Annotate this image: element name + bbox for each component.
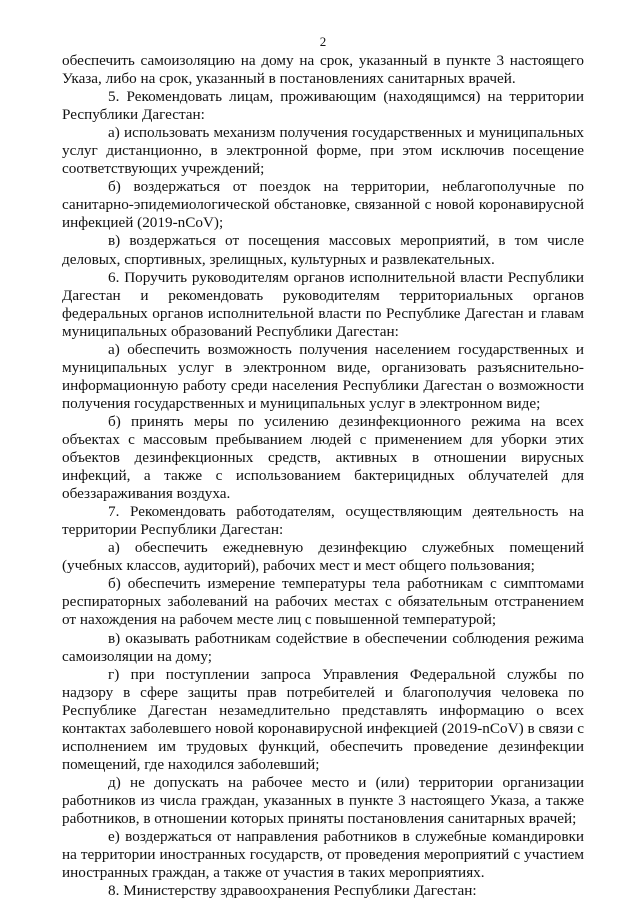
paragraph: а) использовать механизм получения государственных и муниципальных услуг дистанционно, в электронной форме, при этом исключив посещение соответствующих учреждений;: [62, 124, 584, 178]
paragraph: 8. Министерству здравоохранения Республики Дагестан:: [108, 882, 477, 900]
document-body: [62, 52, 584, 900]
paragraph: б) принять меры по усилению дезинфекционного режима на всех объектах с массовым пребыванием людей с применением для уборки этих объектов дезинфекционных средств, активных в отношении вирусных инфекций, а также с использованием бактерицидных облучателей для обеззараживания воздуха.: [62, 412, 584, 503]
paragraph: б) обеспечить измерение температуры тела работникам с симптомами респираторных заболеваний на рабочих местах с обязательным отстранением от нахождения на рабочем месте лиц с повышенной температурой;: [62, 575, 584, 629]
paragraph: 5. Рекомендовать лицам, проживающим (находящимся) на территории Республики Дагестан:: [62, 88, 584, 124]
paragraph: а) обеспечить ежедневную дезинфекцию служебных помещений (учебных классов, аудиторий), рабочих мест и мест общего пользования;: [62, 539, 584, 575]
paragraph: в) оказывать работникам содействие в обеспечении соблюдения режима самоизоляции на дому;: [62, 629, 584, 665]
paragraph: г) при поступлении запроса Управления Федеральной службы по надзору в сфере защиты прав потребителей и благополучия человека по Республике Дагестан незамедлительно представлять информацию о всех контактах заболевшего новой коронавирусной инфекцией (2019-nCoV) в связи с исполнением им трудовых функций, обеспечить проведение дезинфекции помещений, где находился заболевший;: [62, 665, 584, 773]
paragraph: е) воздержаться от направления работников в служебные командировки на территории иностранных государств, от проведения мероприятий с участием иностранных граждан, а также от участия в таких мероприятиях.: [62, 828, 584, 882]
paragraph: а) обеспечить возможность получения населением государственных и муниципальных услуг в электронном виде, организовать разъяснительно-информационную работу среди населения Республики Дагестан о возможности получения государственных и муниципальных услуг в электронном виде;: [62, 340, 584, 412]
paragraph: д) не допускать на рабочее место и (или) территории организации работников из числа граждан, указанных в пункте 3 настоящего Указа, а также работников, в отношении которых приняты постановления санитарных врачей;: [62, 773, 584, 827]
paragraph: 7. Рекомендовать работодателям, осуществляющим деятельность на территории Республики Дагестан:: [62, 503, 584, 539]
paragraph: обеспечить самоизоляцию на дому на срок, указанный в пункте 3 настоящего Указа, либо на срок, указанный в постановлениях санитарных врачей.: [62, 52, 584, 88]
page-number: 2: [319, 34, 327, 49]
paragraph: б) воздержаться от поездок на территории, неблагополучные по санитарно-эпидемиологической обстановке, связанной с новой коронавирусной инфекцией (2019-nCoV);: [62, 178, 584, 232]
paragraph: в) воздержаться от посещения массовых мероприятий, в том числе деловых, спортивных, зрелищных, культурных и развлекательных.: [62, 232, 584, 268]
paragraph: 6. Поручить руководителям органов исполнительной власти Республики Дагестан и рекомендовать руководителям территориальных органов федеральных органов исполнительной власти по Республике Дагестан и главам муниципальных образований Республики Дагестан:: [62, 268, 584, 340]
